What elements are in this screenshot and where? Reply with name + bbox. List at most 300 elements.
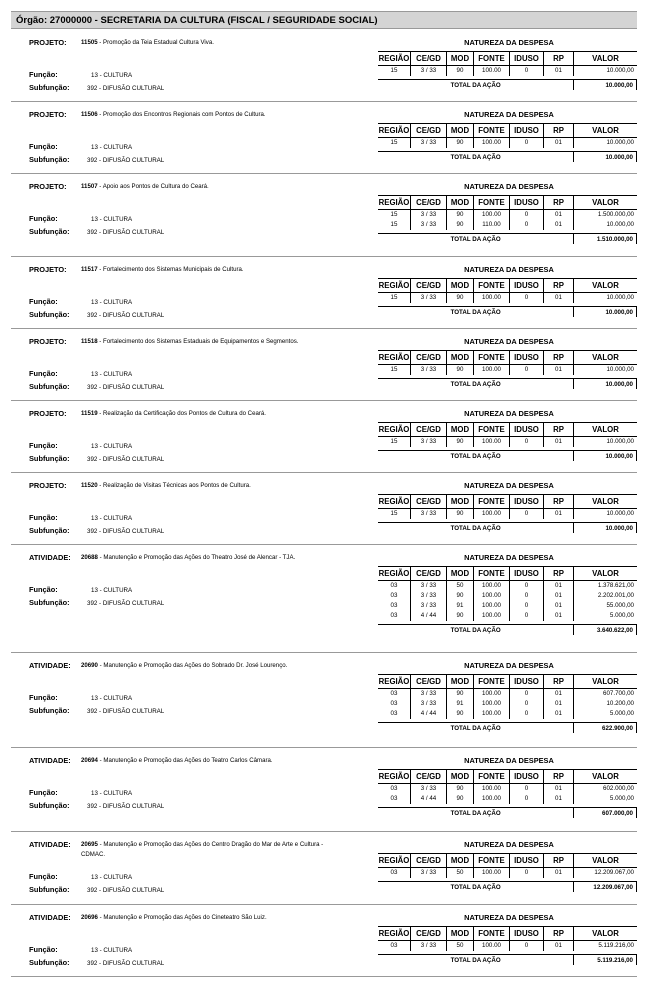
table-cell: 100.00: [474, 601, 510, 611]
col-header: IDUSO: [510, 351, 544, 364]
table-cell: 100.00: [474, 437, 510, 447]
table-row: [378, 689, 637, 699]
table-cell: 03: [378, 699, 411, 709]
table-row: [378, 509, 637, 519]
total-row: [378, 151, 637, 162]
table-cell: 03: [378, 868, 411, 878]
col-header: CE/GD: [411, 124, 447, 137]
funcao-value: 13 - CULTURA: [91, 144, 133, 151]
funcao-value: 13 - CULTURA: [91, 371, 133, 378]
col-header: REGIÃO: [378, 569, 410, 578]
col-header: FONTE: [474, 675, 510, 688]
total-row: [378, 522, 637, 533]
block-desc-text: Fortalecimento dos Sistemas Municipais de Cultura.: [103, 266, 244, 273]
block-separator: [11, 101, 637, 102]
col-header: IDUSO: [510, 279, 544, 292]
col-header: MOD: [447, 351, 474, 364]
table-row: [378, 709, 637, 719]
col-header: RP: [544, 196, 574, 209]
block-code: 11507: [81, 183, 98, 190]
block-code: 11505: [81, 39, 98, 46]
block-description: [81, 409, 341, 419]
table-row: [378, 699, 637, 709]
budget-block: [11, 334, 637, 401]
col-header: REGIÃO: [378, 281, 410, 290]
table-cell: 3 / 33: [411, 509, 447, 519]
col-header: CE/GD: [411, 854, 447, 867]
col-header: MOD: [447, 675, 474, 688]
block-desc-text: Promoção dos Encontros Regionais com Pontos de Cultura.: [103, 111, 266, 118]
col-header: CE/GD: [411, 196, 447, 209]
col-header: IDUSO: [510, 675, 544, 688]
table-cell: 90: [447, 509, 474, 519]
subfuncao-value: 392 - DIFUSÃO CULTURAL: [87, 312, 165, 319]
block-separator: [11, 652, 637, 653]
table-cell: 100.00: [474, 293, 510, 303]
col-header: IDUSO: [510, 567, 544, 580]
subfuncao-value: 392 - DIFUSÃO CULTURAL: [87, 803, 165, 810]
col-header: RP: [544, 124, 574, 137]
col-header: FONTE: [474, 124, 510, 137]
table-cell: 01: [544, 66, 574, 76]
col-header: IDUSO: [510, 927, 544, 940]
subfuncao-value: 392 - DIFUSÃO CULTURAL: [87, 384, 165, 391]
budget-block: [11, 658, 637, 748]
col-header: RP: [544, 770, 574, 783]
block-desc-text: Realização de Visitas Técnicas aos Pontos de Cultura.: [103, 482, 251, 489]
table-row: [378, 220, 637, 230]
subfuncao-label: Subfunção:: [29, 526, 70, 535]
block-desc-text: Manutenção e Promoção das Ações do Sobrado Dr. José Lourenço.: [103, 662, 288, 669]
block-separator: [11, 831, 637, 832]
col-header: REGIÃO: [378, 497, 410, 506]
table-cell: 3 / 33: [411, 365, 447, 375]
col-header: MOD: [447, 495, 474, 508]
table-cell: 607.700,00: [603, 690, 634, 697]
subfuncao-label: Subfunção:: [29, 155, 70, 164]
block-description: [81, 553, 341, 563]
table-cell: 100.00: [474, 66, 510, 76]
table-header: [378, 278, 637, 293]
col-header: CE/GD: [411, 927, 447, 940]
total-row: [378, 233, 637, 244]
block-code: 20696: [81, 914, 98, 921]
code-separator: -: [97, 482, 104, 489]
natureza-title: NATUREZA DA DESPESA: [464, 840, 554, 849]
block-code: 20688: [81, 554, 98, 561]
total-value: 10.000,00: [573, 152, 636, 162]
block-code: 11517: [81, 266, 98, 273]
col-header: CE/GD: [411, 351, 447, 364]
block-kind: PROJETO:: [29, 409, 67, 418]
natureza-title: NATUREZA DA DESPESA: [464, 756, 554, 765]
subfuncao-label: Subfunção:: [29, 958, 70, 967]
total-label: TOTAL DA AÇÃO: [450, 236, 501, 243]
col-header: VALOR: [592, 425, 619, 434]
total-row: [378, 624, 637, 635]
block-separator: [11, 256, 637, 257]
table-row: [378, 293, 637, 303]
col-header: CE/GD: [411, 495, 447, 508]
table-header: [378, 674, 637, 689]
funcao-value: 13 - CULTURA: [91, 695, 133, 702]
block-kind: ATIVIDADE:: [29, 840, 71, 849]
col-header: FONTE: [474, 567, 510, 580]
table-cell: 4 / 44: [411, 611, 447, 621]
total-label: TOTAL DA AÇÃO: [450, 957, 501, 964]
table-row: [378, 601, 637, 611]
table-cell: 0: [510, 868, 544, 878]
budget-block: [11, 910, 637, 977]
table-header: [378, 350, 637, 365]
table-cell: 0: [510, 437, 544, 447]
table-cell: 15: [378, 210, 411, 220]
col-header: VALOR: [592, 569, 619, 578]
block-code: 20694: [81, 757, 98, 764]
funcao-value: 13 - CULTURA: [91, 515, 133, 522]
table-row: [378, 794, 637, 804]
total-label: TOTAL DA AÇÃO: [450, 309, 501, 316]
col-header: MOD: [447, 927, 474, 940]
table-cell: 0: [510, 591, 544, 601]
block-description: [81, 661, 341, 671]
table-cell: 90: [447, 709, 474, 719]
col-header: IDUSO: [510, 423, 544, 436]
natureza-title: NATUREZA DA DESPESA: [464, 409, 554, 418]
table-cell: 03: [378, 794, 411, 804]
table-cell: 91: [447, 601, 474, 611]
table-cell: 10.000,00: [606, 221, 634, 228]
table-cell: 100.00: [474, 138, 510, 148]
natureza-title: NATUREZA DA DESPESA: [464, 337, 554, 346]
total-value: 10.000,00: [573, 307, 636, 317]
col-header: CE/GD: [411, 770, 447, 783]
block-kind: PROJETO:: [29, 182, 67, 191]
table-cell: 1.378.621,00: [597, 582, 634, 589]
block-code: 20690: [81, 662, 98, 669]
table-cell: 100.00: [474, 581, 510, 591]
table-cell: 5.000,00: [609, 795, 634, 802]
table-cell: 3 / 33: [411, 437, 447, 447]
block-description: [81, 913, 341, 923]
subfuncao-label: Subfunção:: [29, 801, 70, 810]
funcao-label: Função:: [29, 945, 58, 954]
col-header: MOD: [447, 124, 474, 137]
funcao-label: Função:: [29, 70, 58, 79]
table-cell: 0: [510, 509, 544, 519]
table-cell: 100.00: [474, 784, 510, 794]
subfuncao-label: Subfunção:: [29, 454, 70, 463]
block-desc-text: Fortalecimento dos Sistemas Estaduais de Equipamentos e Segmentos.: [103, 338, 299, 345]
table-cell: 90: [447, 138, 474, 148]
funcao-label: Função:: [29, 142, 58, 151]
funcao-value: 13 - CULTURA: [91, 72, 133, 79]
table-cell: 90: [447, 611, 474, 621]
table-cell: 15: [378, 509, 411, 519]
col-header: CE/GD: [411, 52, 447, 65]
total-row: [378, 378, 637, 389]
funcao-value: 13 - CULTURA: [91, 299, 133, 306]
table-cell: 100.00: [474, 868, 510, 878]
table-row: [378, 138, 637, 148]
table-cell: 0: [510, 365, 544, 375]
col-header: VALOR: [592, 198, 619, 207]
funcao-label: Função:: [29, 513, 58, 522]
table-cell: 0: [510, 689, 544, 699]
table-row: [378, 868, 637, 878]
funcao-value: 13 - CULTURA: [91, 874, 133, 881]
budget-block: [11, 406, 637, 473]
table-header: [378, 195, 637, 210]
table-cell: 0: [510, 66, 544, 76]
budget-block: [11, 35, 637, 102]
total-label: TOTAL DA AÇÃO: [450, 525, 501, 532]
total-value: 607.000,00: [573, 808, 636, 818]
block-kind: ATIVIDADE:: [29, 913, 71, 922]
col-header: IDUSO: [510, 770, 544, 783]
col-header: MOD: [447, 196, 474, 209]
table-cell: 0: [510, 220, 544, 230]
funcao-value: 13 - CULTURA: [91, 587, 133, 594]
block-separator: [11, 544, 637, 545]
table-cell: 91: [447, 699, 474, 709]
col-header: REGIÃO: [378, 856, 410, 865]
block-kind: ATIVIDADE:: [29, 756, 71, 765]
block-description: [81, 756, 341, 766]
table-header: [378, 853, 637, 868]
table-cell: 10.000,00: [606, 366, 634, 373]
col-header: FONTE: [474, 770, 510, 783]
total-label: TOTAL DA AÇÃO: [450, 725, 501, 732]
table-row: [378, 66, 637, 76]
table-cell: 01: [544, 293, 574, 303]
funcao-value: 13 - CULTURA: [91, 790, 133, 797]
block-desc-text: Manutenção e Promoção das Ações do Theatro José de Alencar - TJA.: [103, 554, 296, 561]
col-header: RP: [544, 351, 574, 364]
table-cell: 90: [447, 437, 474, 447]
funcao-value: 13 - CULTURA: [91, 947, 133, 954]
block-description: [81, 337, 341, 347]
table-cell: 55.000,00: [606, 602, 634, 609]
total-label: TOTAL DA AÇÃO: [450, 627, 501, 634]
table-cell: 0: [510, 794, 544, 804]
budget-block: [11, 837, 637, 905]
funcao-label: Função:: [29, 297, 58, 306]
col-header: RP: [544, 52, 574, 65]
block-desc-text: Manutenção e Promoção das Ações do Cineteatro São Luiz.: [103, 914, 267, 921]
code-separator: -: [97, 841, 104, 848]
col-header: MOD: [447, 567, 474, 580]
block-description: [81, 481, 341, 491]
block-kind: ATIVIDADE:: [29, 661, 71, 670]
table-row: [378, 941, 637, 951]
col-header: RP: [544, 567, 574, 580]
natureza-title: NATUREZA DA DESPESA: [464, 38, 554, 47]
funcao-label: Função:: [29, 369, 58, 378]
table-cell: 01: [544, 591, 574, 601]
table-cell: 01: [544, 868, 574, 878]
table-cell: 15: [378, 365, 411, 375]
table-cell: 100.00: [474, 709, 510, 719]
funcao-label: Função:: [29, 441, 58, 450]
table-header: [378, 769, 637, 784]
block-separator: [11, 904, 637, 905]
code-separator: -: [97, 662, 104, 669]
subfuncao-value: 392 - DIFUSÃO CULTURAL: [87, 960, 165, 967]
table-cell: 3 / 33: [411, 784, 447, 794]
code-separator: -: [97, 554, 104, 561]
table-cell: 0: [510, 601, 544, 611]
orgao-header: Órgão: 27000000 - SECRETARIA DA CULTURA (FISCAL / SEGURIDADE SOCIAL): [11, 11, 637, 29]
table-row: [378, 581, 637, 591]
code-separator: -: [97, 111, 104, 118]
table-cell: 03: [378, 581, 411, 591]
table-cell: 03: [378, 601, 411, 611]
subfuncao-value: 392 - DIFUSÃO CULTURAL: [87, 157, 165, 164]
block-kind: PROJETO:: [29, 481, 67, 490]
col-header: VALOR: [592, 929, 619, 938]
table-cell: 100.00: [474, 689, 510, 699]
table-cell: 03: [378, 941, 411, 951]
natureza-title: NATUREZA DA DESPESA: [464, 265, 554, 274]
subfuncao-value: 392 - DIFUSÃO CULTURAL: [87, 708, 165, 715]
table-cell: 01: [544, 611, 574, 621]
total-value: 10.000,00: [573, 451, 636, 461]
table-cell: 100.00: [474, 794, 510, 804]
table-cell: 100.00: [474, 699, 510, 709]
table-header: [378, 566, 637, 581]
table-row: [378, 437, 637, 447]
table-cell: 3 / 33: [411, 210, 447, 220]
code-separator: -: [97, 183, 103, 190]
block-description: [81, 840, 341, 859]
table-cell: 90: [447, 794, 474, 804]
table-cell: 01: [544, 689, 574, 699]
block-separator: [11, 173, 637, 174]
table-cell: 4 / 44: [411, 709, 447, 719]
col-header: IDUSO: [510, 495, 544, 508]
total-label: TOTAL DA AÇÃO: [450, 381, 501, 388]
col-header: VALOR: [592, 281, 619, 290]
table-cell: 0: [510, 784, 544, 794]
col-header: IDUSO: [510, 196, 544, 209]
table-cell: 602.000,00: [603, 785, 634, 792]
table-cell: 10.000,00: [606, 438, 634, 445]
table-cell: 03: [378, 709, 411, 719]
table-cell: 3 / 33: [411, 293, 447, 303]
subfuncao-value: 392 - DIFUSÃO CULTURAL: [87, 456, 165, 463]
col-header: FONTE: [474, 279, 510, 292]
block-description: [81, 182, 341, 192]
col-header: REGIÃO: [378, 929, 410, 938]
subfuncao-value: 392 - DIFUSÃO CULTURAL: [87, 528, 165, 535]
col-header: CE/GD: [411, 279, 447, 292]
table-row: [378, 210, 637, 220]
total-value: 5.119.216,00: [573, 955, 636, 965]
table-cell: 3 / 33: [411, 601, 447, 611]
col-header: FONTE: [474, 854, 510, 867]
funcao-label: Função:: [29, 214, 58, 223]
table-cell: 1.500.000,00: [597, 211, 634, 218]
total-label: TOTAL DA AÇÃO: [450, 453, 501, 460]
table-cell: 01: [544, 784, 574, 794]
natureza-title: NATUREZA DA DESPESA: [464, 661, 554, 670]
col-header: RP: [544, 279, 574, 292]
table-cell: 5.119.216,00: [598, 942, 634, 949]
table-cell: 01: [544, 601, 574, 611]
table-cell: 5.000,00: [609, 710, 634, 717]
total-label: TOTAL DA AÇÃO: [450, 884, 501, 891]
natureza-title: NATUREZA DA DESPESA: [464, 182, 554, 191]
block-kind: PROJETO:: [29, 38, 67, 47]
col-header: VALOR: [592, 126, 619, 135]
table-cell: 03: [378, 611, 411, 621]
table-cell: 0: [510, 709, 544, 719]
table-cell: 01: [544, 437, 574, 447]
table-cell: 10.000,00: [606, 294, 634, 301]
funcao-label: Função:: [29, 788, 58, 797]
table-cell: 90: [447, 293, 474, 303]
table-header: [378, 422, 637, 437]
subfuncao-value: 392 - DIFUSÃO CULTURAL: [87, 229, 165, 236]
table-cell: 0: [510, 611, 544, 621]
table-cell: 100.00: [474, 591, 510, 601]
budget-block: [11, 753, 637, 832]
total-label: TOTAL DA AÇÃO: [450, 810, 501, 817]
col-header: FONTE: [474, 196, 510, 209]
block-kind: PROJETO:: [29, 110, 67, 119]
subfuncao-label: Subfunção:: [29, 310, 70, 319]
table-cell: 03: [378, 689, 411, 699]
block-separator: [11, 328, 637, 329]
total-row: [378, 450, 637, 461]
budget-block: [11, 478, 637, 545]
table-cell: 100.00: [474, 365, 510, 375]
table-cell: 3 / 33: [411, 138, 447, 148]
table-cell: 110.00: [474, 220, 510, 230]
funcao-label: Função:: [29, 585, 58, 594]
col-header: FONTE: [474, 351, 510, 364]
table-cell: 3 / 33: [411, 941, 447, 951]
block-desc-text: Manutenção e Promoção das Ações do Centro Dragão do Mar de Arte e Cultura - CDMAC.: [81, 841, 324, 858]
subfuncao-value: 392 - DIFUSÃO CULTURAL: [87, 85, 165, 92]
col-header: IDUSO: [510, 52, 544, 65]
block-description: [81, 265, 341, 275]
col-header: VALOR: [592, 772, 619, 781]
col-header: IDUSO: [510, 124, 544, 137]
table-cell: 3 / 33: [411, 699, 447, 709]
col-header: VALOR: [592, 54, 619, 63]
total-label: TOTAL DA AÇÃO: [450, 154, 501, 161]
table-cell: 01: [544, 709, 574, 719]
block-code: 11519: [81, 410, 98, 417]
total-value: 622.900,00: [573, 723, 636, 733]
col-header: CE/GD: [411, 675, 447, 688]
budget-block: [11, 179, 637, 257]
table-cell: 01: [544, 509, 574, 519]
block-desc-text: Manutenção e Promoção das Ações do Teatro Carlos Câmara.: [103, 757, 273, 764]
total-label: TOTAL DA AÇÃO: [450, 82, 501, 89]
col-header: MOD: [447, 770, 474, 783]
col-header: RP: [544, 495, 574, 508]
block-desc-text: Promoção da Teia Estadual Cultura Viva.: [103, 39, 214, 46]
col-header: REGIÃO: [378, 54, 410, 63]
total-row: [378, 306, 637, 317]
total-row: [378, 954, 637, 965]
block-description: [81, 38, 341, 48]
table-cell: 15: [378, 138, 411, 148]
total-value: 3.640.622,00: [573, 625, 636, 635]
